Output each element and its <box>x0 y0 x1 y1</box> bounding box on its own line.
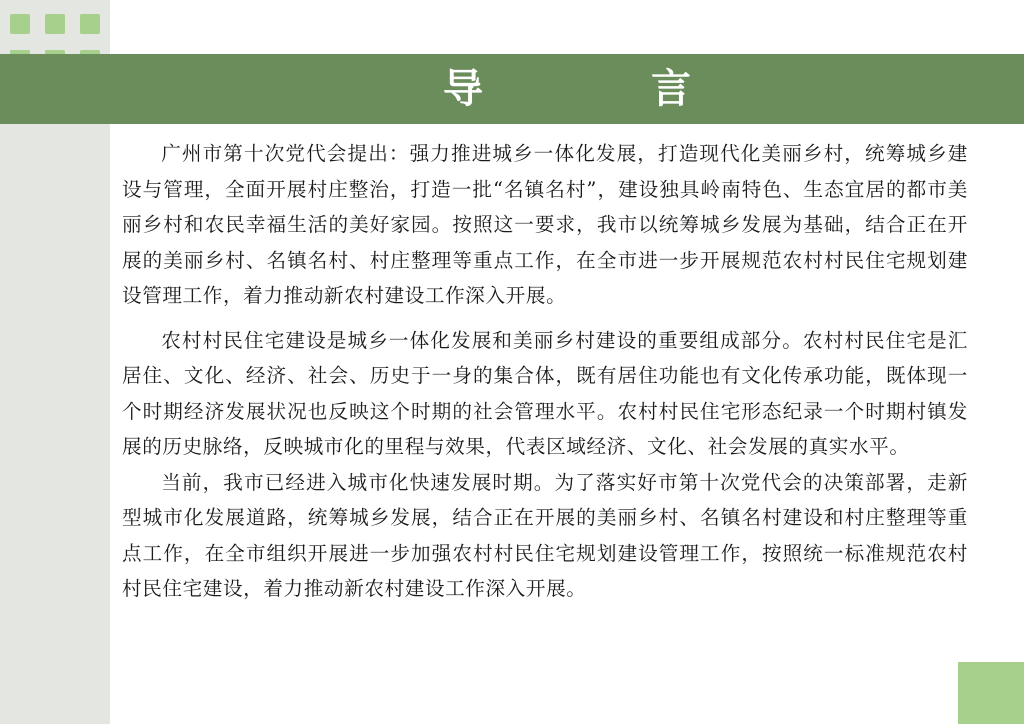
grid-square <box>10 14 30 34</box>
corner-accent-square <box>958 662 1024 724</box>
paragraph-3: 当前，我市已经进入城市化快速发展时期。为了落实好市第十次党代会的决策部署，走新型城市化发展道路，统筹城乡发展，结合正在开展的美丽乡村、名镇名村建设和村庄整理等重点工作，在全市组织开展进一步加强农村村民住宅规划建设管理工作，按照统一标准规范农村村民住宅建设，着力推动新农村建设工作深入开展。 <box>122 470 968 600</box>
grid-square <box>45 14 65 34</box>
paragraph-1: 广州市第十次党代会提出：强力推进城乡一体化发展，打造现代化美丽乡村，统筹城乡建设与管理，全面开展村庄整治，打造一批“名镇名村”，建设独具岭南特色、生态宜居的都市美丽乡村和农民幸福生活的美好家园。按照这一要求，我市以统筹城乡发展为基础，结合正在开展的美丽乡村、名镇名村、村庄整理等重点工作，在全市进一步开展规范农村村民住宅规划建设管理工作，着力推动新农村建设工作深入开展。 <box>122 142 968 307</box>
document-body <box>122 136 968 607</box>
grid-square <box>80 14 100 34</box>
paragraph-2: 农村村民住宅建设是城乡一体化发展和美丽乡村建设的重要组成部分。农村村民住宅是汇居住、文化、经济、社会、历史于一身的集合体，既有居住功能也有文化传承功能，既体现一个时期经济发展状况也反映这个时期的社会管理水平。农村村民住宅形态纪录一个时期村镇发展的历史脉络，反映城市化的里程与效果，代表区域经济、文化、社会发展的真实水平。 <box>122 328 968 458</box>
page-title: 导 言 <box>443 66 755 112</box>
